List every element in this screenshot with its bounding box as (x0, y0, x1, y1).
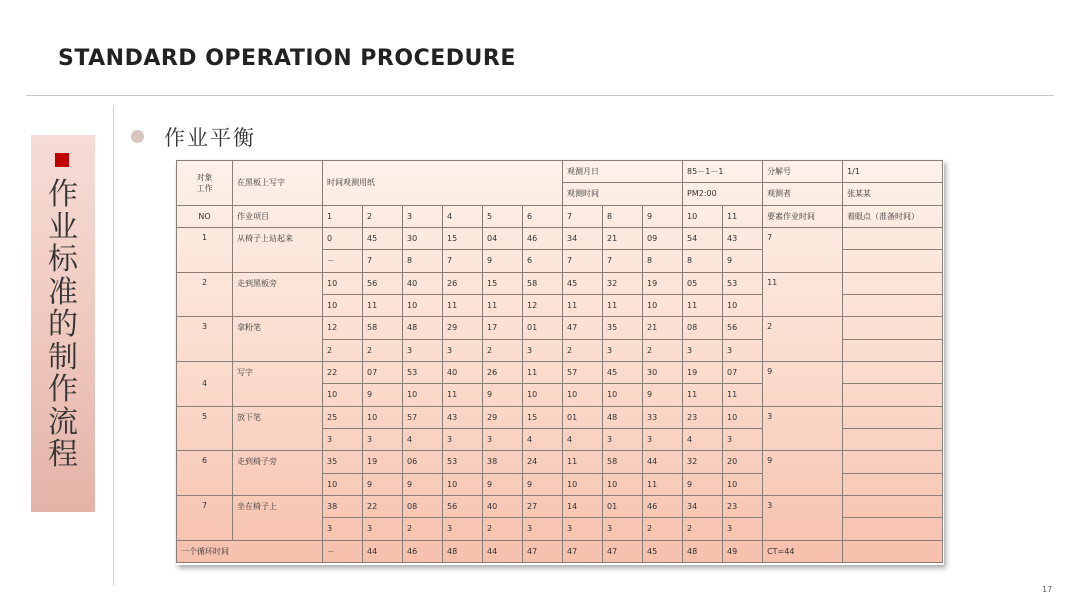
duration-cell: 3 (603, 518, 643, 540)
column-header-row (177, 205, 943, 227)
step-item: 拿粉笔 (233, 317, 323, 362)
cumulative-time-cell: 29 (483, 406, 523, 428)
table-row (177, 272, 943, 294)
duration-cell: 11 (603, 294, 643, 316)
duration-cell: 4 (523, 428, 563, 450)
duration-cell: 9 (483, 250, 523, 272)
cumulative-time-cell: 58 (603, 451, 643, 473)
col-header: 1 (323, 205, 363, 227)
focus-point-cell (843, 473, 943, 495)
duration-cell: 4 (403, 428, 443, 450)
duration-cell: 2 (683, 518, 723, 540)
split-label: 分解号 (763, 161, 843, 183)
page-title: STANDARD OPERATION PROCEDURE (58, 46, 516, 71)
duration-cell: 3 (603, 428, 643, 450)
cumulative-time-cell: 01 (603, 495, 643, 517)
element-time: 9 (763, 451, 843, 496)
step-number: 3 (177, 317, 233, 362)
duration-cell: 3 (603, 339, 643, 361)
split-value: 1/1 (843, 161, 943, 183)
duration-cell: 2 (323, 339, 363, 361)
cumulative-time-cell: 24 (523, 451, 563, 473)
cumulative-time-cell: 54 (683, 227, 723, 249)
duration-cell: 3 (363, 518, 403, 540)
duration-cell: 10 (723, 473, 763, 495)
focus-point-cell (843, 451, 943, 473)
focus-point-cell (843, 384, 943, 406)
focus-point-cell (843, 518, 943, 540)
cumulative-time-cell: 19 (683, 361, 723, 383)
duration-cell: 3 (443, 339, 483, 361)
duration-cell: 11 (443, 294, 483, 316)
cycle-time-cell: 48 (683, 540, 723, 562)
duration-cell: 8 (683, 250, 723, 272)
obs-date-value: 85－1－1 (683, 161, 763, 183)
duration-cell: 2 (403, 518, 443, 540)
bullet-icon (131, 130, 144, 143)
duration-cell: 3 (723, 428, 763, 450)
duration-cell: 11 (443, 384, 483, 406)
duration-cell: 3 (483, 428, 523, 450)
duration-cell: 2 (643, 518, 683, 540)
cumulative-time-cell: 58 (523, 272, 563, 294)
duration-cell: 10 (563, 384, 603, 406)
cycle-time-cell: 48 (443, 540, 483, 562)
duration-cell: 10 (403, 294, 443, 316)
cumulative-time-cell: 23 (723, 495, 763, 517)
cumulative-time-cell: 04 (483, 227, 523, 249)
duration-cell: 3 (363, 428, 403, 450)
cumulative-time-cell: 06 (403, 451, 443, 473)
cumulative-time-cell: 21 (603, 227, 643, 249)
element-time: 3 (763, 495, 843, 540)
duration-cell: 10 (563, 473, 603, 495)
duration-cell: 8 (643, 250, 683, 272)
col-header: 2 (363, 205, 403, 227)
duration-cell: 10 (323, 294, 363, 316)
cumulative-time-cell: 08 (683, 317, 723, 339)
cumulative-time-cell: 33 (643, 406, 683, 428)
col-header: 10 (683, 205, 723, 227)
cumulative-time-cell: 25 (323, 406, 363, 428)
cumulative-time-cell: 14 (563, 495, 603, 517)
focus-point-cell (843, 361, 943, 383)
cumulative-time-cell: 0 (323, 227, 363, 249)
cumulative-time-cell: 43 (723, 227, 763, 249)
duration-cell: 11 (483, 294, 523, 316)
cumulative-time-cell: 35 (323, 451, 363, 473)
cumulative-time-cell: 10 (723, 406, 763, 428)
duration-cell: 3 (723, 518, 763, 540)
step-number: 7 (177, 495, 233, 540)
focus-point-cell (843, 227, 943, 249)
step-number: 1 (177, 227, 233, 272)
step-number: 4 (177, 361, 233, 406)
cumulative-time-cell: 44 (643, 451, 683, 473)
cumulative-time-cell: 23 (683, 406, 723, 428)
duration-cell: 10 (323, 384, 363, 406)
duration-cell: 7 (443, 250, 483, 272)
object-cell (177, 161, 233, 206)
cumulative-time-cell: 26 (483, 361, 523, 383)
cycle-time-cell: 47 (563, 540, 603, 562)
duration-cell: 10 (443, 473, 483, 495)
focus-point-cell (843, 495, 943, 517)
focus-point-cell (843, 339, 943, 361)
focus-point-cell (843, 428, 943, 450)
duration-cell: 11 (683, 294, 723, 316)
duration-cell: 9 (363, 473, 403, 495)
focus-point-cell (843, 294, 943, 316)
cumulative-time-cell: 09 (643, 227, 683, 249)
cumulative-time-cell: 01 (563, 406, 603, 428)
duration-cell: 2 (643, 339, 683, 361)
cumulative-time-cell: 40 (483, 495, 523, 517)
cumulative-time-cell: 30 (403, 227, 443, 249)
vertical-divider (113, 105, 114, 585)
cumulative-time-cell: 53 (443, 451, 483, 473)
cumulative-time-cell: 15 (523, 406, 563, 428)
duration-cell: 10 (323, 473, 363, 495)
time-observation-table-wrapper (176, 160, 944, 565)
focus-point-cell (843, 406, 943, 428)
step-item: 放下笔 (233, 406, 323, 451)
duration-cell: 8 (403, 250, 443, 272)
cumulative-time-cell: 35 (603, 317, 643, 339)
cumulative-time-cell: 38 (323, 495, 363, 517)
col-header: 4 (443, 205, 483, 227)
cycle-time-cell: 45 (643, 540, 683, 562)
header-divider (26, 95, 1054, 96)
cumulative-time-cell: 01 (523, 317, 563, 339)
step-item: 坐在椅子上 (233, 495, 323, 540)
table-row (177, 361, 943, 383)
col-header: 6 (523, 205, 563, 227)
cycle-time-cell: 47 (603, 540, 643, 562)
duration-cell: 3 (443, 518, 483, 540)
object-description: 在黑板上写字 (233, 161, 323, 206)
step-number: 6 (177, 451, 233, 496)
duration-cell: 3 (523, 518, 563, 540)
duration-cell: 3 (563, 518, 603, 540)
duration-cell: 3 (723, 339, 763, 361)
duration-cell: 2 (363, 339, 403, 361)
cumulative-time-cell: 11 (523, 361, 563, 383)
cumulative-time-cell: 15 (443, 227, 483, 249)
cycle-time-label: 一个循环时间 (177, 540, 323, 562)
sidebar-vertical-title: 作业标准的制作流程 (48, 177, 78, 472)
cycle-time-ct: CT=44 (763, 540, 843, 562)
cumulative-time-cell: 45 (363, 227, 403, 249)
col-header: 9 (643, 205, 683, 227)
duration-cell: 6 (523, 250, 563, 272)
cumulative-time-cell: 17 (483, 317, 523, 339)
red-square-icon (55, 153, 69, 167)
observer-label: 观测者 (763, 183, 843, 205)
cumulative-time-cell: 45 (603, 361, 643, 383)
duration-cell: 2 (483, 339, 523, 361)
duration-cell: 9 (483, 384, 523, 406)
cumulative-time-cell: 53 (723, 272, 763, 294)
duration-cell: 11 (683, 384, 723, 406)
cumulative-time-cell: 46 (523, 227, 563, 249)
cumulative-time-cell: 34 (683, 495, 723, 517)
cumulative-time-cell: 48 (403, 317, 443, 339)
duration-cell: 9 (403, 473, 443, 495)
cumulative-time-cell: 32 (683, 451, 723, 473)
cumulative-time-cell: 15 (483, 272, 523, 294)
cumulative-time-cell: 22 (363, 495, 403, 517)
duration-cell: 11 (723, 384, 763, 406)
duration-cell: 10 (603, 384, 643, 406)
table-row (177, 451, 943, 473)
cumulative-time-cell: 56 (363, 272, 403, 294)
obs-time-value: PM2:00 (683, 183, 763, 205)
duration-cell: 3 (323, 428, 363, 450)
table-row (177, 406, 943, 428)
col-header: 3 (403, 205, 443, 227)
observer-value: 张某某 (843, 183, 943, 205)
cumulative-time-cell: 27 (523, 495, 563, 517)
duration-cell: 3 (683, 339, 723, 361)
focus-point-cell (843, 250, 943, 272)
cycle-time-cell: 47 (523, 540, 563, 562)
col-header: 作业项目 (233, 205, 323, 227)
duration-cell: 11 (363, 294, 403, 316)
duration-cell: 4 (563, 428, 603, 450)
duration-cell: 9 (483, 473, 523, 495)
duration-cell: 9 (363, 384, 403, 406)
step-number: 5 (177, 406, 233, 451)
cumulative-time-cell: 34 (563, 227, 603, 249)
table-row (177, 317, 943, 339)
duration-cell: 9 (683, 473, 723, 495)
cumulative-time-cell: 22 (323, 361, 363, 383)
step-item: 走到黑板旁 (233, 272, 323, 317)
element-time: 7 (763, 227, 843, 272)
duration-cell: 12 (523, 294, 563, 316)
duration-cell: 7 (603, 250, 643, 272)
duration-cell: 3 (643, 428, 683, 450)
duration-cell: 11 (563, 294, 603, 316)
cumulative-time-cell: 19 (363, 451, 403, 473)
duration-cell: 10 (723, 294, 763, 316)
cycle-time-row (177, 540, 943, 562)
col-header: 着眼点（准备时间） (843, 205, 943, 227)
cycle-time-cell: 49 (723, 540, 763, 562)
duration-cell: 2 (483, 518, 523, 540)
object-value: 工作 (196, 183, 213, 193)
cycle-time-cell: 44 (483, 540, 523, 562)
col-header: 7 (563, 205, 603, 227)
cumulative-time-cell: 47 (563, 317, 603, 339)
duration-cell: 3 (323, 518, 363, 540)
object-label: 对象 (196, 172, 213, 182)
cumulative-time-cell: 40 (403, 272, 443, 294)
duration-cell: 9 (643, 384, 683, 406)
cumulative-time-cell: 30 (643, 361, 683, 383)
cumulative-time-cell: 10 (323, 272, 363, 294)
cumulative-time-cell: 07 (723, 361, 763, 383)
duration-cell: 7 (563, 250, 603, 272)
col-header: 11 (723, 205, 763, 227)
cumulative-time-cell: 11 (563, 451, 603, 473)
cumulative-time-cell: 57 (403, 406, 443, 428)
duration-cell: － (323, 250, 363, 272)
obs-date-label: 观测月日 (563, 161, 683, 183)
element-time: 2 (763, 317, 843, 362)
element-time: 9 (763, 361, 843, 406)
cumulative-time-cell: 08 (403, 495, 443, 517)
duration-cell: 10 (403, 384, 443, 406)
element-time: 11 (763, 272, 843, 317)
cumulative-time-cell: 56 (443, 495, 483, 517)
cycle-time-cell: 44 (363, 540, 403, 562)
cumulative-time-cell: 05 (683, 272, 723, 294)
table-row (177, 227, 943, 249)
obs-time-label: 观测时间 (563, 183, 683, 205)
cumulative-time-cell: 56 (723, 317, 763, 339)
cumulative-time-cell: 48 (603, 406, 643, 428)
focus-point-cell (843, 317, 943, 339)
step-item: 从椅子上站起来 (233, 227, 323, 272)
cycle-time-cell: 46 (403, 540, 443, 562)
cumulative-time-cell: 10 (363, 406, 403, 428)
duration-cell: 3 (443, 428, 483, 450)
step-item: 走到椅子旁 (233, 451, 323, 496)
cumulative-time-cell: 40 (443, 361, 483, 383)
table-row (177, 495, 943, 517)
cumulative-time-cell: 19 (643, 272, 683, 294)
step-number: 2 (177, 272, 233, 317)
duration-cell: 9 (523, 473, 563, 495)
element-time: 3 (763, 406, 843, 451)
focus-point-cell (843, 540, 943, 562)
duration-cell: 4 (683, 428, 723, 450)
cumulative-time-cell: 45 (563, 272, 603, 294)
cumulative-time-cell: 07 (363, 361, 403, 383)
step-item: 写字 (233, 361, 323, 406)
duration-cell: 10 (603, 473, 643, 495)
col-header: 要素作业时间 (763, 205, 843, 227)
section-title: 作业平衡 (164, 126, 256, 150)
table-header-row (177, 161, 943, 183)
col-header: 5 (483, 205, 523, 227)
col-header: NO (177, 205, 233, 227)
sidebar-panel (31, 135, 95, 512)
time-observation-table (176, 160, 943, 563)
cumulative-time-cell: 29 (443, 317, 483, 339)
cumulative-time-cell: 26 (443, 272, 483, 294)
cumulative-time-cell: 57 (563, 361, 603, 383)
duration-cell: 10 (643, 294, 683, 316)
page-number: 17 (1042, 585, 1053, 594)
form-title: 时间观测用纸 (323, 161, 563, 206)
cumulative-time-cell: 53 (403, 361, 443, 383)
cumulative-time-cell: 21 (643, 317, 683, 339)
duration-cell: 7 (363, 250, 403, 272)
col-header: 8 (603, 205, 643, 227)
cumulative-time-cell: 58 (363, 317, 403, 339)
cumulative-time-cell: 12 (323, 317, 363, 339)
duration-cell: 3 (523, 339, 563, 361)
duration-cell: 3 (403, 339, 443, 361)
cumulative-time-cell: 46 (643, 495, 683, 517)
focus-point-cell (843, 272, 943, 294)
cumulative-time-cell: 32 (603, 272, 643, 294)
cycle-time-cell: － (323, 540, 363, 562)
duration-cell: 2 (563, 339, 603, 361)
duration-cell: 9 (723, 250, 763, 272)
duration-cell: 10 (523, 384, 563, 406)
duration-cell: 11 (643, 473, 683, 495)
cumulative-time-cell: 43 (443, 406, 483, 428)
cumulative-time-cell: 38 (483, 451, 523, 473)
cumulative-time-cell: 20 (723, 451, 763, 473)
